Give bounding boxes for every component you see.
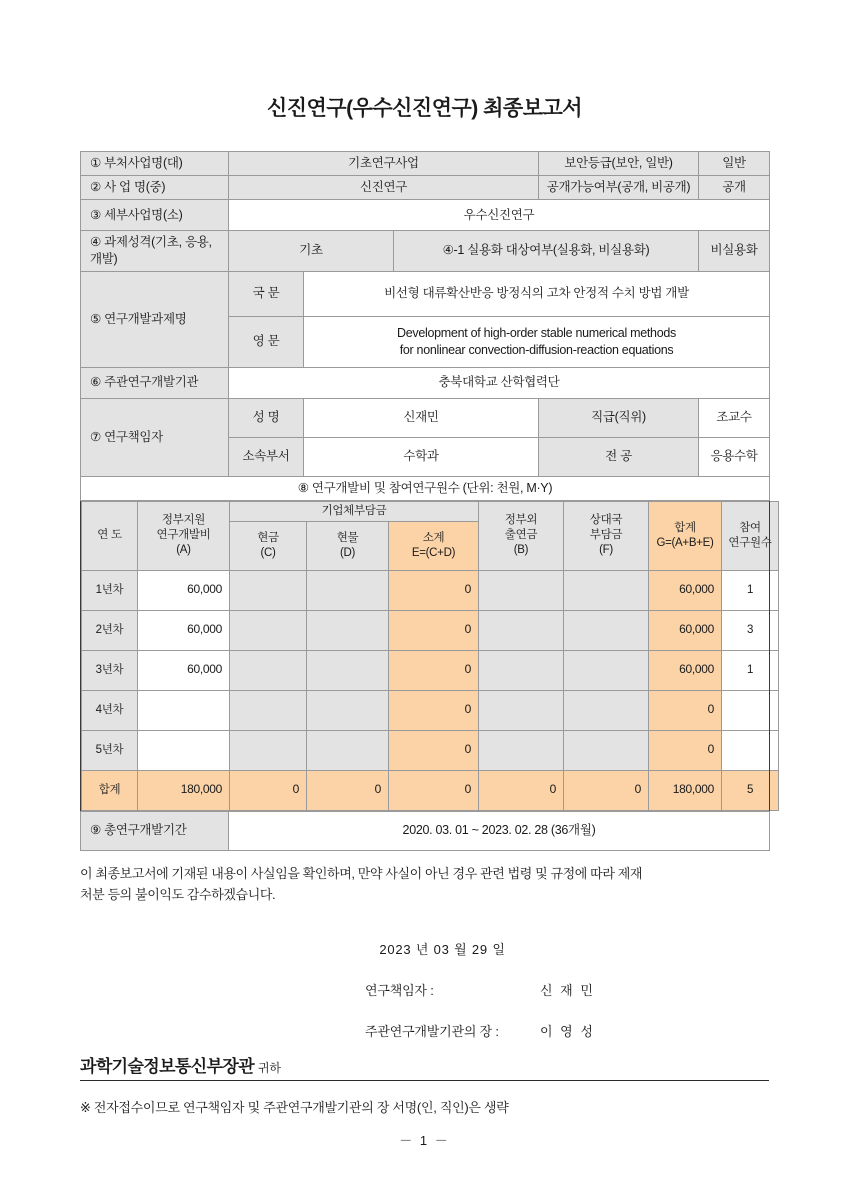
cell-security-grade-value: 일반 <box>699 152 770 176</box>
table-row <box>81 367 770 398</box>
cell-project-name-en-label: 영 문 <box>229 316 304 367</box>
cell-disclosure-label: 공개가능여부(공개, 비공개) <box>539 176 699 200</box>
budget-header-nongov <box>479 501 564 570</box>
budget-header-total <box>649 501 722 570</box>
budget-header-partner <box>564 501 649 570</box>
gov-support-line2: 연구개발비 <box>156 529 211 542</box>
budget-table-container <box>81 500 770 811</box>
cell-sub-program-value: 우수신진연구 <box>229 199 770 230</box>
cell-pi-name-label: 성 명 <box>229 398 304 437</box>
budget-row-year: 1년차 <box>82 570 138 610</box>
budget-row-cash <box>230 730 307 770</box>
org-signature-role: 주관연구개발기관의 장 : <box>365 1024 499 1040</box>
budget-header-subtotal <box>389 521 479 570</box>
signature-date: 2023 년 03 월 29 일 <box>379 942 506 958</box>
researchers-line2: 연구원수 <box>728 536 772 549</box>
subtotal-line2: E=(C+D) <box>411 546 456 559</box>
budget-row-cash <box>230 570 307 610</box>
table-row <box>81 476 770 500</box>
nongov-line2: 출연금 <box>504 529 538 542</box>
nongov-line3: (B) <box>513 544 529 556</box>
cell-pi-name-value: 신재민 <box>304 398 539 437</box>
pi-signature-name: 신 재 민 <box>540 983 595 999</box>
project-info-table <box>80 151 770 850</box>
budget-total-year: 합계 <box>82 770 138 810</box>
signature-block <box>80 939 769 1116</box>
table-row <box>81 500 770 811</box>
table-row <box>81 152 770 176</box>
inkind-line1: 현물 <box>336 531 359 544</box>
budget-row-researchers <box>722 730 779 770</box>
minister-addressee-row <box>80 1052 769 1081</box>
budget-row-gov <box>138 690 230 730</box>
total-line1: 합계 <box>674 521 696 534</box>
cell-project-type-value: 기초 <box>229 230 394 271</box>
budget-row-total: 60,000 <box>649 610 722 650</box>
cell-pi-dept-value: 수학과 <box>304 437 539 476</box>
budget-total-researchers: 5 <box>722 770 779 810</box>
table-row <box>82 690 779 730</box>
partner-line2: 부담금 <box>589 529 623 542</box>
budget-header-gov-support <box>138 501 230 570</box>
cell-project-type-label: ④ 과제성격(기초, 응용, 개발) <box>81 230 229 271</box>
electronic-submission-note: ※ 전자접수이므로 연구책임자 및 주관연구개발기관의 장 서명(인, 직인)은 생략 <box>80 1100 509 1116</box>
budget-row-researchers: 3 <box>722 610 779 650</box>
table-row <box>82 650 779 690</box>
budget-header-company-group: 기업체부담금 <box>230 501 479 521</box>
budget-row-gov: 60,000 <box>138 570 230 610</box>
budget-row-subtotal: 0 <box>389 690 479 730</box>
nongov-line1: 정부외 <box>504 514 538 527</box>
page-title: 신진연구(우수신진연구) 최종보고서 <box>266 97 583 120</box>
statement-line-2: 처분 등의 불이익도 감수하겠습니다. <box>80 886 276 902</box>
budget-row-year: 3년차 <box>82 650 138 690</box>
cell-period-value: 2020. 03. 01 ~ 2023. 02. 28 (36개월) <box>229 811 770 850</box>
budget-header-row-1 <box>82 501 779 521</box>
partner-line1: 상대국 <box>589 514 623 527</box>
budget-row-inkind <box>307 610 389 650</box>
cell-pi-position-label: 직급(직위) <box>539 398 699 437</box>
budget-row-inkind <box>307 690 389 730</box>
minister-honorific: 귀하 <box>258 1061 281 1076</box>
table-row <box>81 398 770 437</box>
table-row <box>81 811 770 850</box>
cell-project-name-ko-value: 비선형 대류확산반응 방정식의 고차 안정적 수치 방법 개발 <box>304 271 770 316</box>
cell-commercialization-label: ④-1 실용화 대상여부(실용화, 비실용화) <box>394 230 699 271</box>
table-row <box>82 570 779 610</box>
budget-row-nongov <box>479 610 564 650</box>
budget-row-nongov <box>479 570 564 610</box>
budget-row-nongov <box>479 690 564 730</box>
cell-host-org-label: ⑥ 주관연구개발기관 <box>81 367 229 398</box>
budget-row-subtotal: 0 <box>389 650 479 690</box>
budget-row-researchers <box>722 690 779 730</box>
cell-pi-position-value: 조교수 <box>699 398 770 437</box>
budget-row-inkind <box>307 570 389 610</box>
budget-row-researchers: 1 <box>722 570 779 610</box>
budget-total-gov: 180,000 <box>138 770 230 810</box>
gov-support-line1: 정부지원 <box>161 514 206 527</box>
budget-row-year: 4년차 <box>82 690 138 730</box>
budget-row-researchers: 1 <box>722 650 779 690</box>
page-number: － 1 － <box>399 1133 450 1148</box>
inkind-line2: (D) <box>339 546 356 559</box>
cell-pi-major-label: 전 공 <box>539 437 699 476</box>
budget-row-partner <box>564 730 649 770</box>
budget-row-total: 60,000 <box>649 570 722 610</box>
budget-row-inkind <box>307 650 389 690</box>
table-row <box>81 271 770 316</box>
budget-row-partner <box>564 570 649 610</box>
budget-row-gov: 60,000 <box>138 610 230 650</box>
confirmation-statement <box>80 863 769 906</box>
table-row <box>82 730 779 770</box>
budget-section-title: ⑧ 연구개발비 및 참여연구원수 (단위: 천원, M·Y) <box>81 476 770 500</box>
table-row <box>81 176 770 200</box>
cash-line2: (C) <box>260 546 276 559</box>
budget-row-subtotal: 0 <box>389 570 479 610</box>
org-signature-row <box>80 1021 769 1040</box>
budget-total-total: 180,000 <box>649 770 722 810</box>
budget-row-cash <box>230 690 307 730</box>
cash-line1: 현금 <box>257 531 279 544</box>
budget-row-cash <box>230 610 307 650</box>
cell-commercialization-value: 비실용화 <box>699 230 770 271</box>
budget-row-partner <box>564 610 649 650</box>
budget-header-researchers <box>722 501 779 570</box>
researchers-line1: 참여 <box>739 521 761 534</box>
budget-row-year: 5년차 <box>82 730 138 770</box>
cell-project-name-label: ⑤ 연구개발과제명 <box>81 271 229 367</box>
budget-total-subtotal: 0 <box>389 770 479 810</box>
cell-pi-major-value: 응용수학 <box>699 437 770 476</box>
budget-row-partner <box>564 690 649 730</box>
subtotal-line1: 소계 <box>422 531 445 544</box>
budget-row-nongov <box>479 730 564 770</box>
project-name-en-line1: Development of high-order stable numerical methods <box>397 325 676 340</box>
cell-pi-label: ⑦ 연구책임자 <box>81 398 229 476</box>
budget-header-year: 연 도 <box>82 501 138 570</box>
pi-signature-row <box>80 980 769 999</box>
gov-support-line3: (A) <box>176 544 191 556</box>
budget-row-total: 60,000 <box>649 650 722 690</box>
budget-total-nongov: 0 <box>479 770 564 810</box>
budget-header-inkind <box>307 521 389 570</box>
pi-signature-role: 연구책임자 : <box>365 983 434 999</box>
minister-title: 과학기술정보통신부장관 <box>80 1057 255 1077</box>
budget-table <box>81 501 779 811</box>
cell-project-name-ko-label: 국 문 <box>229 271 304 316</box>
cell-ministry-program-label: ① 부처사업명(대) <box>81 152 229 176</box>
cell-disclosure-value: 공개 <box>699 176 770 200</box>
cell-project-name-en-value <box>304 316 770 367</box>
budget-row-inkind <box>307 730 389 770</box>
table-row <box>82 610 779 650</box>
table-row <box>81 199 770 230</box>
budget-row-total: 0 <box>649 690 722 730</box>
budget-header-cash <box>230 521 307 570</box>
budget-total-inkind: 0 <box>307 770 389 810</box>
budget-row-gov <box>138 730 230 770</box>
statement-line-1: 이 최종보고서에 기재된 내용이 사실임을 확인하며, 만약 사실이 아닌 경우 관련 법령 및 규정에 따라 제재 <box>80 865 643 881</box>
cell-ministry-program-value: 기초연구사업 <box>229 152 539 176</box>
budget-row-partner <box>564 650 649 690</box>
total-line2: G=(A+B+E) <box>656 536 714 549</box>
cell-security-grade-label: 보안등급(보안, 일반) <box>539 152 699 176</box>
budget-total-cash: 0 <box>230 770 307 810</box>
budget-row-nongov <box>479 650 564 690</box>
budget-total-row <box>82 770 779 810</box>
org-signature-name: 이 영 성 <box>540 1024 595 1040</box>
project-name-en-line2: for nonlinear convection-diffusion-reaction equations <box>399 342 674 357</box>
cell-program-label: ② 사 업 명(중) <box>81 176 229 200</box>
partner-line3: (F) <box>599 544 613 556</box>
budget-row-subtotal: 0 <box>389 730 479 770</box>
cell-host-org-value: 충북대학교 산학협력단 <box>229 367 770 398</box>
cell-pi-dept-label: 소속부서 <box>229 437 304 476</box>
table-row <box>81 230 770 271</box>
cell-sub-program-label: ③ 세부사업명(소) <box>81 199 229 230</box>
budget-row-total: 0 <box>649 730 722 770</box>
budget-total-partner: 0 <box>564 770 649 810</box>
budget-row-cash <box>230 650 307 690</box>
cell-program-value: 신진연구 <box>229 176 539 200</box>
cell-period-label: ⑨ 총연구개발기간 <box>81 811 229 850</box>
budget-row-subtotal: 0 <box>389 610 479 650</box>
budget-row-gov: 60,000 <box>138 650 230 690</box>
budget-row-year: 2년차 <box>82 610 138 650</box>
